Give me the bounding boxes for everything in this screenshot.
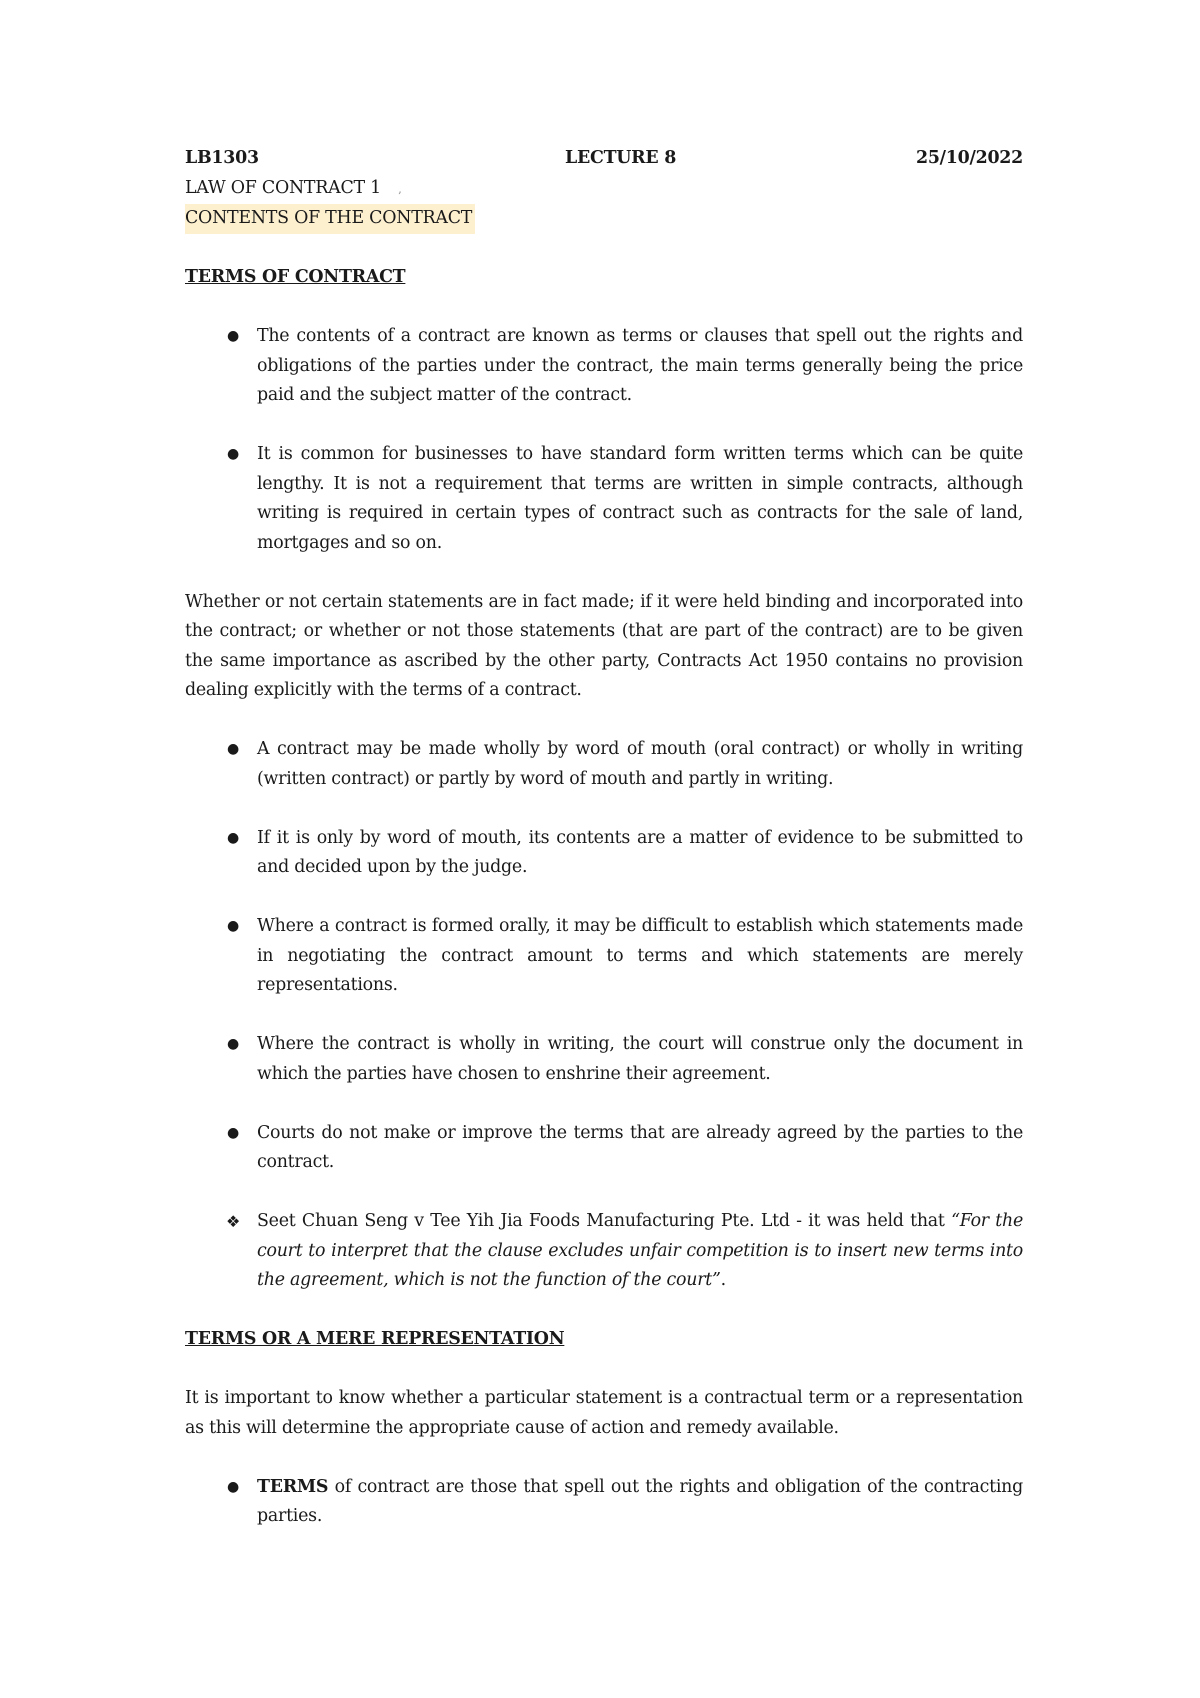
lecture-number: LECTURE 8 (565, 148, 677, 168)
bullet-icon: ● (227, 829, 239, 846)
bullet-icon: ● (227, 741, 239, 757)
list-item-text: Where the contract is wholly in writing, the court will construe only the document in which the parties have chosen to enshrine their agreement. (257, 1034, 1023, 1084)
subject-line (185, 174, 1023, 205)
diamond-bullet-icon: ❖ (225, 1212, 241, 1231)
bullet-icon: ● (227, 1124, 239, 1141)
case-list-item (185, 1207, 1023, 1296)
list-item (185, 1119, 1023, 1178)
paragraph: It is important to know whether a particular statement is a contractual term or a representation as this will determine the appropriate cause of action and remedy available. (185, 1388, 1023, 1438)
list-item (185, 1030, 1023, 1089)
bullet-icon: ● (227, 328, 239, 344)
bullet-icon: ● (227, 1036, 239, 1052)
lecture-date: 25/10/2022 (915, 148, 1023, 168)
section-heading-terms: TERMS OF CONTRACT (185, 267, 406, 287)
subject-mark: , (398, 182, 402, 196)
list-item-text: It is common for businesses to have standard form written terms which can be quite lengthy. It is not a requirement that terms are written in simple contracts, although writing is required in certain types of contract such as contracts for the sale of land, mortgages and so on. (257, 444, 1023, 553)
case-citation: Seet Chuan Seng v Tee Yih Jia Foods Manufacturing Pte. Ltd - it was held that (257, 1211, 952, 1231)
list-item (185, 1473, 1023, 1532)
list-item (185, 322, 1023, 411)
list-item-text: of contract are those that spell out the rights and obligation of the contracting parties. (257, 1476, 1023, 1526)
bullet-icon: ● (227, 1478, 239, 1495)
bullet-icon: ● (227, 446, 239, 462)
document-header (185, 144, 1023, 174)
list-item (185, 735, 1023, 794)
document-body (185, 144, 1023, 1532)
course-code: LB1303 (185, 148, 259, 168)
term-keyword: TERMS (257, 1476, 329, 1497)
section-heading-representation: TERMS OR A MERE REPRESENTATION (185, 1329, 565, 1349)
topic-title: CONTENTS OF THE CONTRACT (185, 204, 475, 234)
list-item (185, 440, 1023, 558)
list-item-text: The contents of a contract are known as terms or clauses that spell out the rights and obligations of the parties under the contract, the main terms generally being the price paid and the subject matter of the contract. (257, 326, 1023, 405)
list-item-text: Where a contract is formed orally, it may be difficult to establish which statements made in negotiating the contract amount to terms and which statements are merely representations. (257, 916, 1023, 995)
topic-line (185, 204, 1023, 234)
list-item-text: If it is only by word of mouth, its contents are a matter of evidence to be submitted to and decided upon by the judge. (257, 827, 1023, 877)
case-end: . (720, 1270, 726, 1290)
subject-title: LAW OF CONTRACT 1 (185, 177, 381, 198)
list-item (185, 824, 1023, 883)
list-item-text: A contract may be made wholly by word of mouth (oral contract) or wholly in writing (written contract) or partly by word of mouth and partly in writing. (257, 739, 1023, 789)
paragraph: Whether or not certain statements are in fact made; if it were held binding and incorporated into the contract; or whether or not those statements (that are part of the contract) are to be given the same importance as ascribed by the other party, Contracts Act 1950 contains no provision dealing explicitly with the terms of a contract. (185, 591, 1023, 700)
list-item (185, 912, 1023, 1001)
case-quote: “For the court to interpret that the clause excludes unfair competition is to insert new terms into the agreement, which is not the function of the court” (257, 1211, 1023, 1290)
bullet-icon: ● (227, 918, 239, 934)
list-item-text: Courts do not make or improve the terms that are already agreed by the parties to the contract. (257, 1122, 1023, 1172)
